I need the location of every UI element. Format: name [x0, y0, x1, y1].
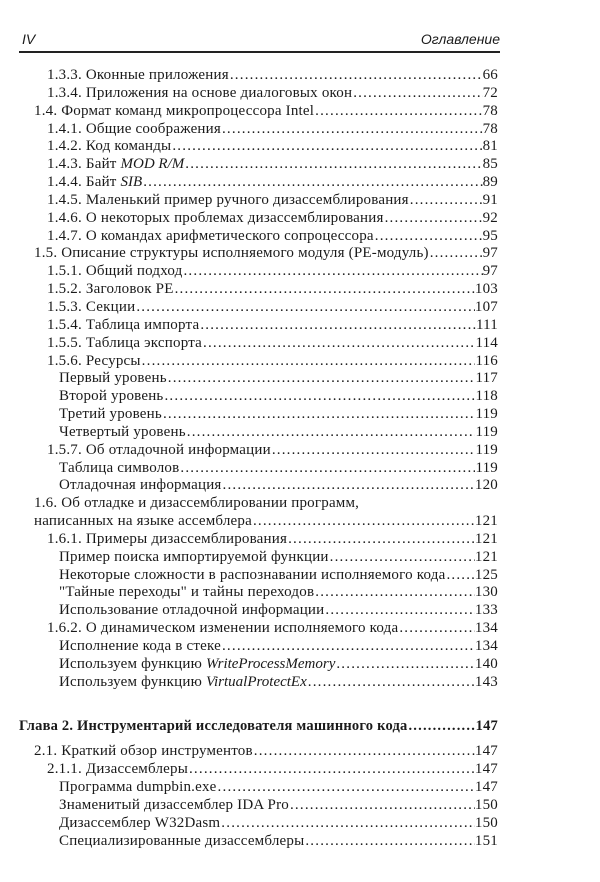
- dot-leader: [314, 103, 482, 121]
- toc-page-number: 89: [482, 174, 498, 191]
- toc-entry-text: Специализированные дизассемблеры: [59, 832, 305, 849]
- header-rule: [19, 51, 500, 53]
- toc-entry-text: 1.4.6. О некоторых проблемах дизассемблирования: [47, 209, 384, 226]
- toc-entry: [47, 156, 498, 174]
- toc-entry-title: [59, 779, 217, 797]
- toc-entry-text: Пример поиска импортируемой функции: [59, 548, 329, 565]
- toc-page-number: 119: [475, 423, 498, 440]
- toc-page-number: 121: [474, 548, 498, 565]
- toc-entry: [47, 281, 498, 299]
- toc-page-number: 91: [482, 191, 498, 208]
- toc-page-number: 85: [482, 156, 498, 173]
- toc-entry-text: Четвертый уровень: [59, 423, 186, 440]
- toc-entry-title: [47, 263, 182, 281]
- toc-entry-text: написанных на языке ассемблера: [34, 513, 252, 530]
- toc-entry-text: 1.5. Описание структуры исполняемого модуля (PE-модуль): [34, 245, 429, 262]
- toc-entry-title: [47, 156, 184, 174]
- toc-entry-text: 1.6.1. Примеры дизассемблирования: [47, 530, 288, 547]
- toc-page-number: 72: [482, 84, 498, 101]
- toc-entry-text: Используем функцию: [59, 673, 206, 690]
- toc-entry: [47, 299, 498, 317]
- toc-page-number: 103: [474, 281, 498, 298]
- toc-entry-italic-term: SIB: [120, 174, 143, 191]
- dot-leader: [171, 138, 482, 156]
- toc-entry-title: [59, 424, 186, 442]
- toc-page-number: 92: [482, 209, 498, 226]
- dot-leader: [407, 718, 475, 736]
- toc-entry-title: [47, 335, 202, 353]
- toc-entry-text: 1.4.2. Код команды: [47, 138, 172, 155]
- dot-leader: [409, 192, 483, 210]
- dot-leader: [429, 245, 483, 263]
- toc-entry-title: [34, 495, 359, 513]
- toc-entry-text: Программа dumpbin.exe: [59, 779, 217, 796]
- toc-page-number: 95: [482, 227, 498, 244]
- dot-leader: [202, 335, 475, 353]
- toc-entry: [59, 815, 498, 833]
- toc-entry: [59, 388, 498, 406]
- toc-entry-title: [59, 388, 163, 406]
- toc-entry-title: [59, 674, 307, 692]
- running-header: [20, 31, 500, 49]
- toc-entry-text: 1.4.1. Общие соображения: [47, 120, 221, 137]
- toc-entry-title: [59, 477, 222, 495]
- toc-page-number: 120: [474, 477, 498, 494]
- toc-entry: [59, 584, 498, 602]
- toc-entry-text: 1.4.5. Маленький пример ручного дизассемблирования: [47, 191, 409, 208]
- toc-entry-title: [47, 317, 199, 335]
- toc-entry-title: [47, 192, 409, 210]
- toc-page-number: 78: [482, 102, 498, 119]
- dot-leader: [289, 797, 475, 815]
- toc-page-number: 147: [474, 743, 498, 760]
- toc-entry: [47, 192, 498, 210]
- toc-page-number: 78: [482, 120, 498, 137]
- toc-entry: [47, 761, 498, 779]
- toc-entry: [59, 460, 498, 478]
- dot-leader: [199, 317, 476, 335]
- toc-entry-title: [47, 210, 384, 228]
- toc-entry-title: [34, 245, 429, 263]
- toc-entry: [47, 174, 498, 192]
- toc-page-number: 130: [474, 584, 498, 601]
- dot-leader: [167, 370, 476, 388]
- toc-entry-italic-term: MOD R/M: [120, 156, 185, 173]
- toc-page-number: 143: [474, 673, 498, 690]
- toc-entry-title: [47, 85, 352, 103]
- toc-entry-text: 1.6.2. О динамическом изменении исполняемого кода: [47, 620, 399, 637]
- toc-page-number: 150: [474, 814, 498, 831]
- dot-leader: [335, 656, 475, 674]
- toc-entry-title: [47, 531, 287, 549]
- toc-entry-title: [47, 353, 141, 371]
- dot-leader: [304, 833, 475, 851]
- toc-entry-title: [59, 460, 179, 478]
- toc-entry-title: [59, 656, 335, 674]
- toc-page-number: 140: [474, 655, 498, 672]
- toc-page-number: 121: [474, 530, 498, 547]
- toc-page-number: 147: [475, 717, 498, 734]
- toc-entry: [34, 513, 498, 531]
- section-title: Оглавление: [420, 31, 500, 47]
- dot-leader: [359, 495, 498, 513]
- dot-leader: [182, 263, 482, 281]
- toc-page-number: 111: [476, 316, 498, 333]
- toc-page-number: 150: [474, 796, 498, 813]
- toc-entry-title: [47, 442, 271, 460]
- toc-entry-title: [19, 718, 407, 736]
- toc-entry-italic-term: VirtualProtectEx: [205, 673, 307, 690]
- toc-entry-text: 1.5.3. Секции: [47, 298, 136, 315]
- toc-page-number: 119: [475, 459, 498, 476]
- toc-entry: [34, 103, 498, 121]
- toc-entry-title: [59, 406, 162, 424]
- toc-entry-title: [47, 138, 171, 156]
- toc-entry-text: 1.5.4. Таблица импорта: [47, 316, 200, 333]
- toc-entry: [47, 210, 498, 228]
- toc-entry-text: Некоторые сложности в распознавании исполняемого кода: [59, 566, 446, 583]
- toc-entry-title: [59, 797, 289, 815]
- toc-entry: [47, 85, 498, 103]
- dot-leader: [141, 353, 476, 371]
- dot-leader: [186, 424, 476, 442]
- toc-entry-title: [47, 174, 142, 192]
- toc-entry-text: 1.4. Формат команд микропроцессора Intel: [34, 102, 315, 119]
- toc-entry-text: 1.6. Об отладке и дизассемблировании программ,: [34, 495, 360, 512]
- dot-leader: [184, 156, 482, 174]
- dot-leader: [221, 638, 475, 656]
- toc-page-number: 119: [475, 441, 498, 458]
- toc-entry-text: "Тайные переходы" и тайны переходов: [59, 584, 315, 601]
- toc-entry-text: Таблица символов: [59, 459, 180, 476]
- toc-entry-text: Третий уровень: [59, 406, 162, 423]
- toc-entry-text: 1.5.5. Таблица экспорта: [47, 334, 202, 351]
- toc-page-number: 81: [482, 138, 498, 155]
- dot-leader: [163, 388, 475, 406]
- toc-entry: [47, 620, 498, 638]
- toc-entry-text: 1.3.3. Оконные приложения: [47, 67, 229, 83]
- toc-entry-text: 2.1.1. Дизассемблеры: [47, 761, 188, 778]
- toc-page-number: 97: [482, 263, 498, 280]
- toc-entry-text: Отладочная информация: [59, 477, 222, 494]
- toc-entry-text: 1.4.3. Байт: [47, 156, 121, 173]
- dot-leader: [221, 121, 483, 139]
- toc-entry: [47, 531, 498, 549]
- toc-entry-title: [47, 67, 229, 85]
- dot-leader: [179, 460, 475, 478]
- toc-entry: [59, 406, 498, 424]
- page-number: IV: [22, 31, 36, 47]
- toc-entry: [47, 353, 498, 371]
- toc-page-number: 107: [474, 298, 498, 315]
- dot-leader: [271, 442, 476, 460]
- toc-entry-title: [59, 549, 329, 567]
- dot-leader: [324, 602, 475, 620]
- dot-leader: [445, 567, 474, 585]
- toc-entry-text: Используем функцию: [59, 655, 206, 672]
- toc-entry: [59, 656, 498, 674]
- toc-entry-text: Использование отладочной информации: [59, 602, 325, 619]
- dot-leader: [329, 549, 475, 567]
- dot-leader: [222, 477, 475, 495]
- toc-entry: [59, 638, 498, 656]
- toc-entry: [59, 602, 498, 620]
- toc-entry: [59, 424, 498, 442]
- toc-entry-text: Исполнение кода в стеке: [59, 638, 221, 654]
- dot-leader: [229, 67, 483, 85]
- dot-leader: [352, 85, 482, 103]
- toc-entry-text: 1.5.6. Ресурсы: [47, 352, 141, 369]
- toc-entry-text: 1.5.1. Общий подход: [47, 263, 183, 280]
- dot-leader: [220, 815, 475, 833]
- toc-page-number: 125: [474, 566, 498, 583]
- toc-page-number: 121: [474, 513, 498, 530]
- toc-page-number: 66: [482, 67, 498, 83]
- toc-entry: [47, 442, 498, 460]
- table-of-contents: [0, 67, 600, 850]
- dot-leader: [384, 210, 483, 228]
- toc-entry: [47, 335, 498, 353]
- toc-page-number: 134: [474, 620, 498, 637]
- toc-entry-title: [34, 103, 314, 121]
- dot-leader: [174, 281, 475, 299]
- toc-entry-italic-term: WriteProcessMemory: [205, 655, 336, 672]
- toc-entry-title: [59, 567, 445, 585]
- toc-entry-text: 1.5.2. Заголовок PE: [47, 281, 174, 298]
- toc-entry: [59, 674, 498, 692]
- toc-entry-text: Дизассемблер W32Dasm: [59, 814, 221, 831]
- toc-entry: [47, 67, 498, 85]
- toc-entry: [47, 121, 498, 139]
- toc-chapter-entry: [19, 718, 498, 736]
- toc-page-number: 151: [474, 832, 498, 849]
- toc-entry: [47, 138, 498, 156]
- dot-leader: [307, 674, 475, 692]
- toc-page-number: 119: [475, 406, 498, 423]
- toc-entry-title: [59, 815, 220, 833]
- dot-leader: [188, 761, 475, 779]
- toc-entry-text: Глава 2. Инструментарий исследователя машинного кода: [19, 717, 408, 734]
- toc-entry-title: [47, 761, 188, 779]
- toc-entry-text: 1.4.4. Байт: [47, 174, 121, 191]
- toc-page-number: 147: [474, 761, 498, 778]
- toc-entry-title: [59, 638, 221, 656]
- toc-entry-text: Второй уровень: [59, 388, 164, 405]
- toc-entry: [59, 567, 498, 585]
- toc-entry: [59, 779, 498, 797]
- toc-entry-title: [34, 743, 253, 761]
- toc-entry: [59, 797, 498, 815]
- toc-page-number: 117: [475, 370, 498, 387]
- toc-entry: [47, 263, 498, 281]
- dot-leader: [287, 531, 475, 549]
- toc-entry: [34, 245, 498, 263]
- toc-page-number: 118: [475, 388, 498, 405]
- dot-leader: [253, 743, 475, 761]
- toc-entry: [34, 743, 498, 761]
- dot-leader: [398, 620, 475, 638]
- toc-entry-title: [47, 620, 398, 638]
- toc-entry: [47, 317, 498, 335]
- toc-entry-text: Первый уровень: [59, 370, 167, 387]
- toc-page-number: 134: [474, 638, 498, 654]
- toc-page-number: 97: [482, 245, 498, 262]
- toc-entry: [59, 833, 498, 851]
- toc-page-number: 116: [475, 352, 498, 369]
- toc-entry-title: [47, 121, 221, 139]
- toc-entry-title: [59, 833, 304, 851]
- toc-entry-title: [34, 513, 252, 531]
- toc-entry-title: [47, 228, 374, 246]
- toc-entry-title: [59, 370, 167, 388]
- toc-entry: [59, 370, 498, 388]
- toc-entry-text: 1.4.7. О командах арифметического сопроцессора: [47, 227, 374, 244]
- dot-leader: [252, 513, 475, 531]
- toc-entry: [34, 495, 498, 513]
- toc-entry-title: [59, 602, 324, 620]
- toc-page-number: 114: [475, 334, 498, 351]
- toc-entry: [47, 228, 498, 246]
- dot-leader: [217, 779, 475, 797]
- toc-entry: [59, 549, 498, 567]
- toc-entry-title: [47, 281, 174, 299]
- dot-leader: [135, 299, 475, 317]
- toc-entry-text: 1.5.7. Об отладочной информации: [47, 441, 271, 458]
- dot-leader: [162, 406, 476, 424]
- toc-page-number: 133: [474, 602, 498, 619]
- toc-entry-text: 2.1. Краткий обзор инструментов: [34, 743, 253, 760]
- dot-leader: [374, 228, 483, 246]
- toc-entry-title: [59, 584, 314, 602]
- toc-entry-text: 1.3.4. Приложения на основе диалоговых окон: [47, 84, 353, 101]
- toc-entry-text: Знаменитый дизассемблер IDA Pro: [59, 796, 289, 813]
- toc-entry-title: [47, 299, 135, 317]
- dot-leader: [142, 174, 482, 192]
- dot-leader: [314, 584, 475, 602]
- toc-entry: [59, 477, 498, 495]
- toc-page-number: 147: [474, 779, 498, 796]
